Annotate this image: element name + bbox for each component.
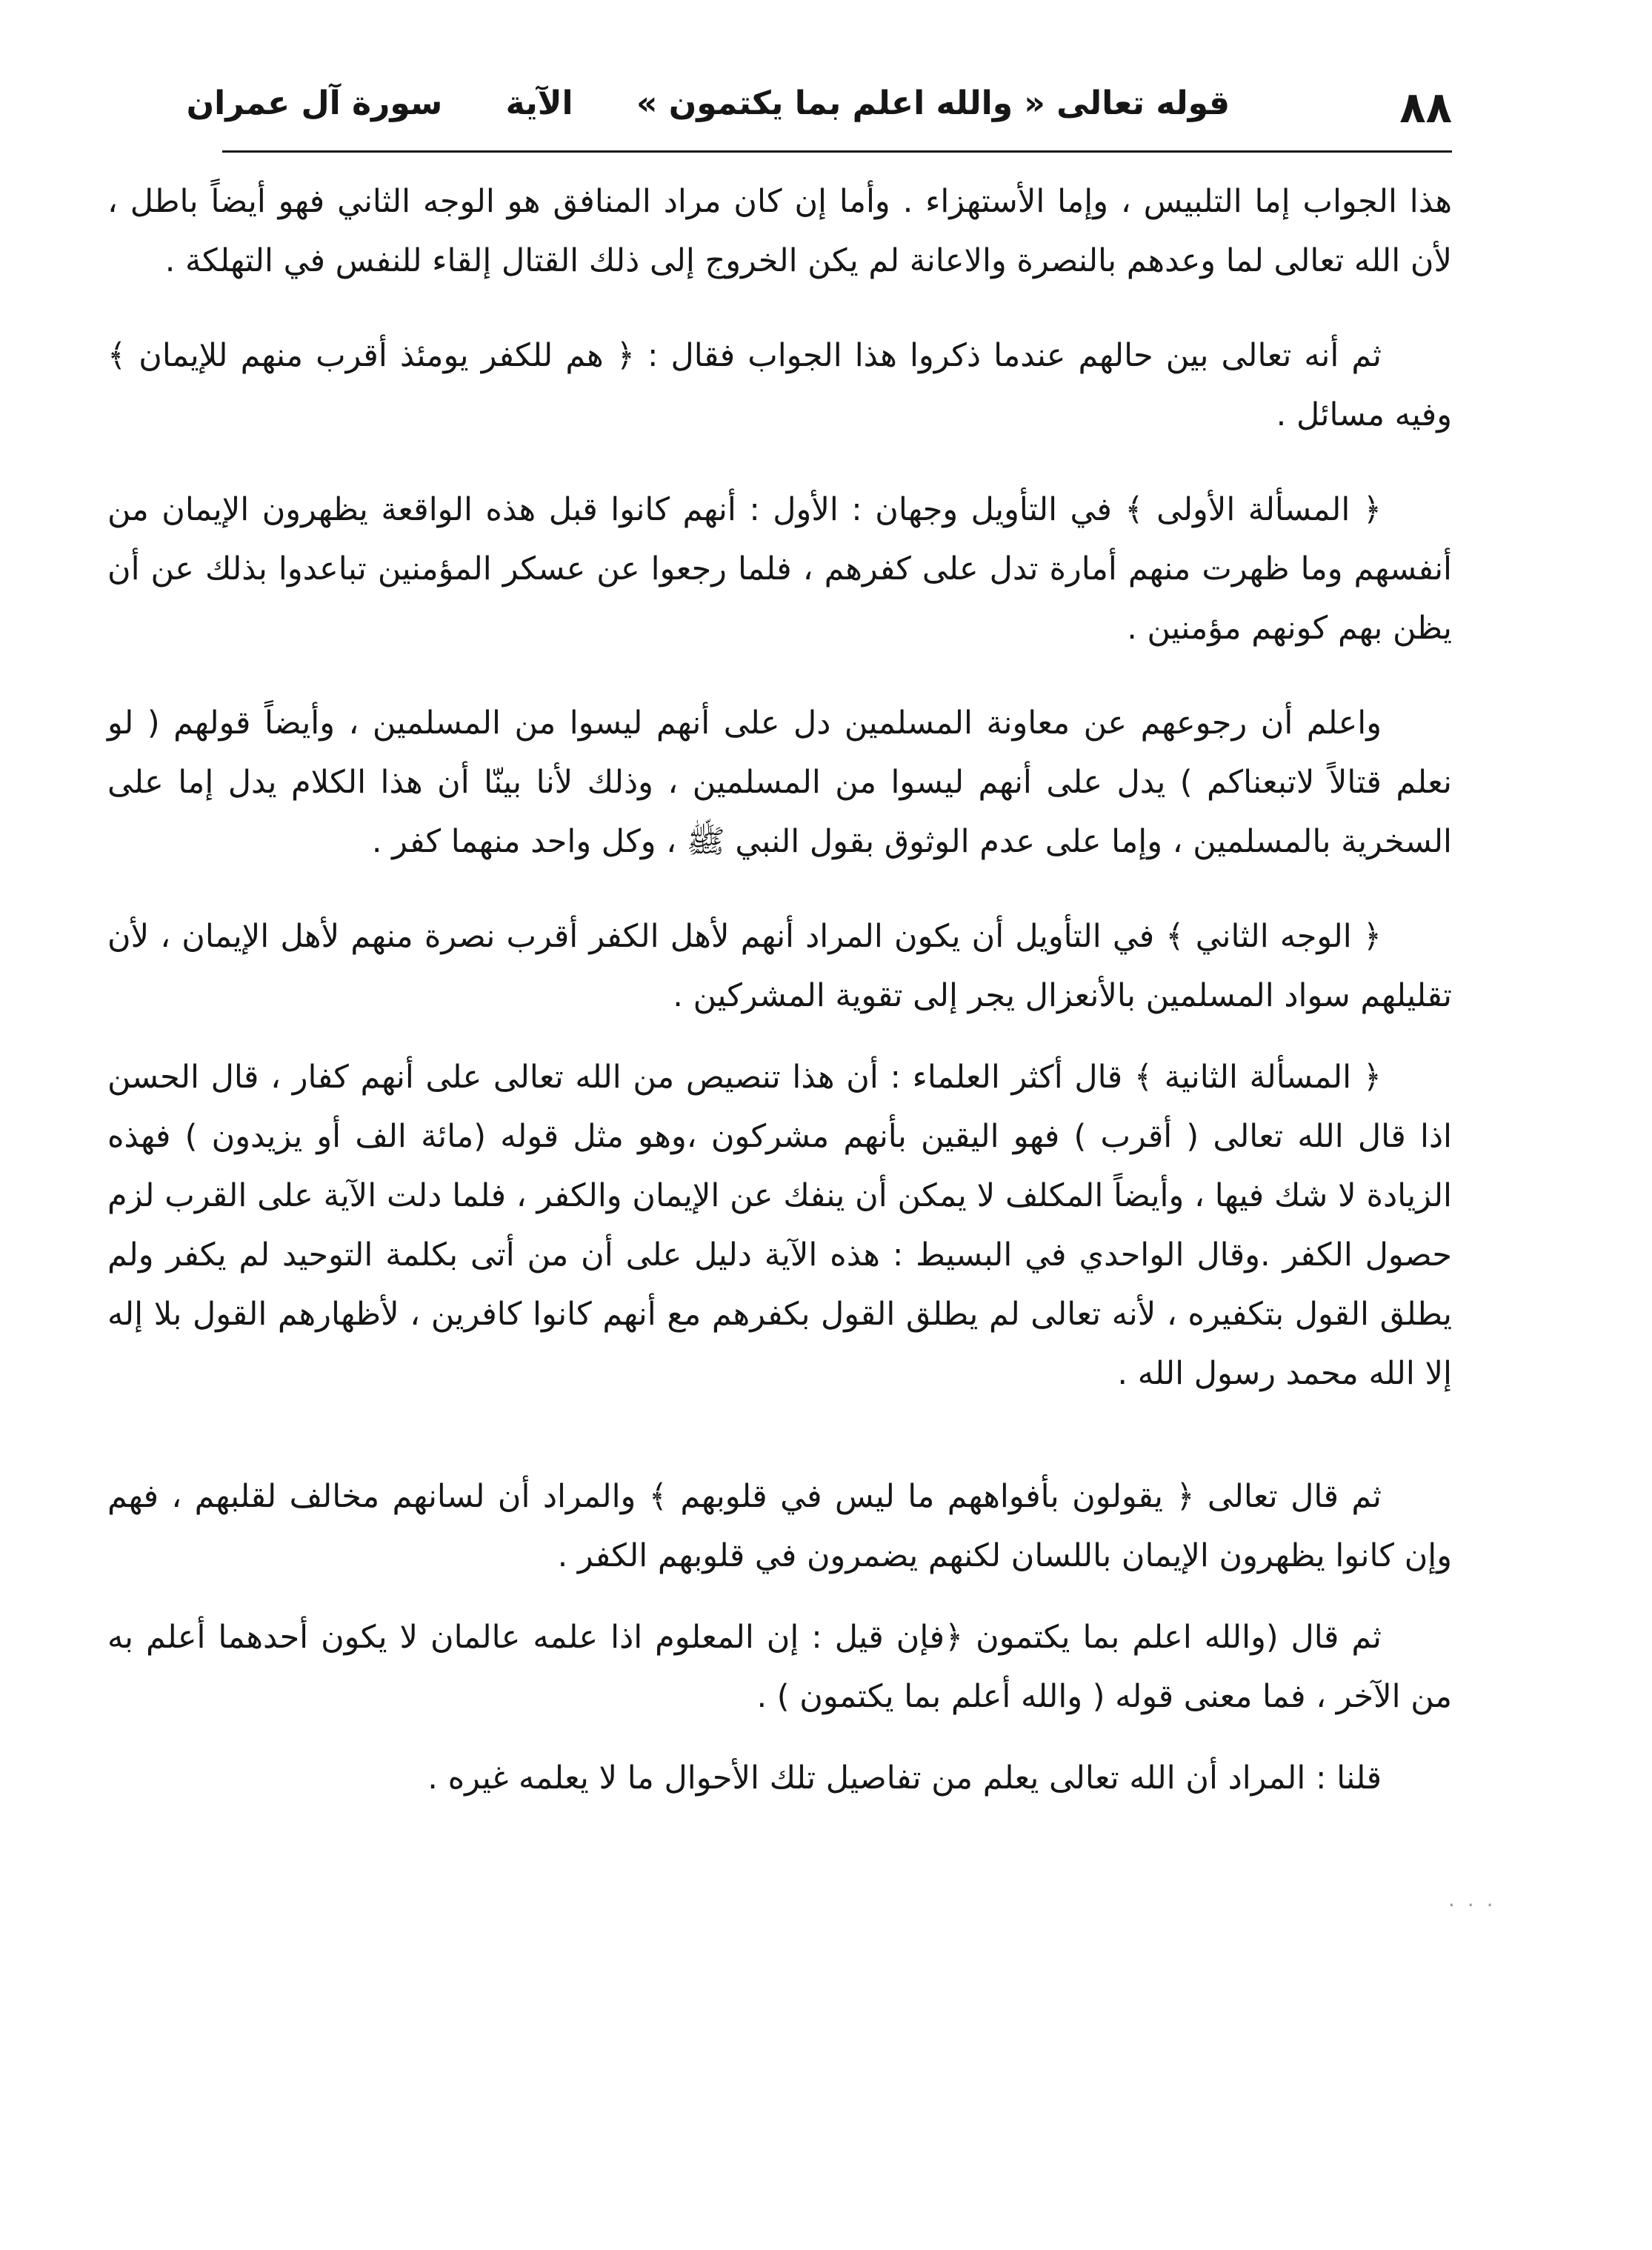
paragraph-8: ثم قال (والله اعلم بما يكتمون ﴿فإن قيل : إن المعلوم اذا علمه عالمان لا يكون أحدهما أعلم به من الآخر ، فما معنى قوله ( والله أعلم بما يكتمون ) . bbox=[107, 1619, 1452, 1715]
paragraph-3: ﴿ المسألة الأولى ﴾ في التأويل وجهان : الأول : أنهم كانوا قبل هذه الواقعة يظهرون الإيمان من أنفسهم وما ظهرت منهم أمارة تدل على كفرهم ، فلما رجعوا عن عسكر المؤمنين تباعدوا بذلك عن أن يظن بهم كونهم مؤمنين . bbox=[107, 491, 1452, 647]
paragraph-6: ﴿ المسألة الثانية ﴾ قال أكثر العلماء : أن هذا تنصيص من الله تعالى على أنهم كفار ، قال الحسن اذا قال الله تعالى ( أقرب ) فهو اليقين بأنهم مشركون ،وهو مثل قوله (مائة الف أو يزيدون ) فهذه الزيادة لا شك فيها ، وأيضاً المكلف لا يمكن أن ينفك عن الإيمان والكفر ، فلما دلت الآية على القرب لزم حصول الكفر .وقال الواحدي في البسيط : هذه الآية دليل على أن من أتى بكلمة التوحيد لم يكفر ولم يطلق القول بتكفيره ، لأنه تعالى لم يطلق القول بكفرهم مع أنهم كانوا كافرين ، لأظهارهم القول بلا إله إلا الله محمد رسول الله . bbox=[107, 1059, 1452, 1392]
paragraph-7: ثم قال تعالى ﴿ يقولون بأفواههم ما ليس في قلوبهم ﴾ والمراد أن لسانهم مخالف لقلبهم ، فهم وإن كانوا يظهرون الإيمان باللسان لكنهم يضمرون في قلوبهم الكفر . bbox=[107, 1478, 1452, 1574]
paragraph-9: قلنا : المراد أن الله تعالى يعلم من تفاصيل تلك الأحوال ما لا يعلمه غيره . bbox=[427, 1760, 1382, 1797]
header-rule bbox=[222, 150, 1452, 153]
paragraph-2: ثم أنه تعالى بين حالهم عندما ذكروا هذا الجواب فقال : ﴿ هم للكفر يومئذ أقرب منهم للإيمان ﴾ وفيه مسائل . bbox=[107, 337, 1452, 433]
paragraph-5: ﴿ الوجه الثاني ﴾ في التأويل أن يكون المراد أنهم لأهل الكفر أقرب نصرة منهم لأهل الإيمان ، لأن تقليلهم سواد المسلمين بالأنعزال يجر إلى تقوية المشركين . bbox=[107, 918, 1452, 1014]
running-head bbox=[186, 84, 1230, 124]
running-head-surah: سورة آل عمران bbox=[186, 84, 443, 122]
page-header bbox=[186, 81, 1452, 153]
page-number: ٨٨ bbox=[1399, 82, 1452, 133]
paragraph-4: واعلم أن رجوعهم عن معاونة المسلمين دل على أنهم ليسوا من المسلمين ، وأيضاً قولهم ( لو نعلم قتالاً لاتبعناكم ) يدل على أنهم ليسوا من المسلمين ، وذلك لأنا بينّا أن هذا الكلام يدل إما على السخرية بالمسلمين ، وإما على عدم الوثوق بقول النبي ﷺ ، وكل واحد منهما كفر . bbox=[107, 705, 1452, 860]
running-head-ayah: الآية bbox=[505, 84, 573, 122]
running-head-quote: قوله تعالى « والله اعلم بما يكتمون » bbox=[636, 84, 1230, 122]
paragraph-1: هذا الجواب إما التلبيس ، وإما الأستهزاء . وأما إن كان مراد المنافق هو الوجه الثاني فهو أيضاً باطل ، لأن الله تعالى لما وعدهم بالنصرة والاعانة لم يكن الخروج إلى ذلك القتال إلقاء للنفس في التهلكة . bbox=[107, 183, 1452, 279]
body-text bbox=[107, 172, 1452, 1808]
scan-mark: · · · bbox=[1448, 1893, 1496, 1917]
